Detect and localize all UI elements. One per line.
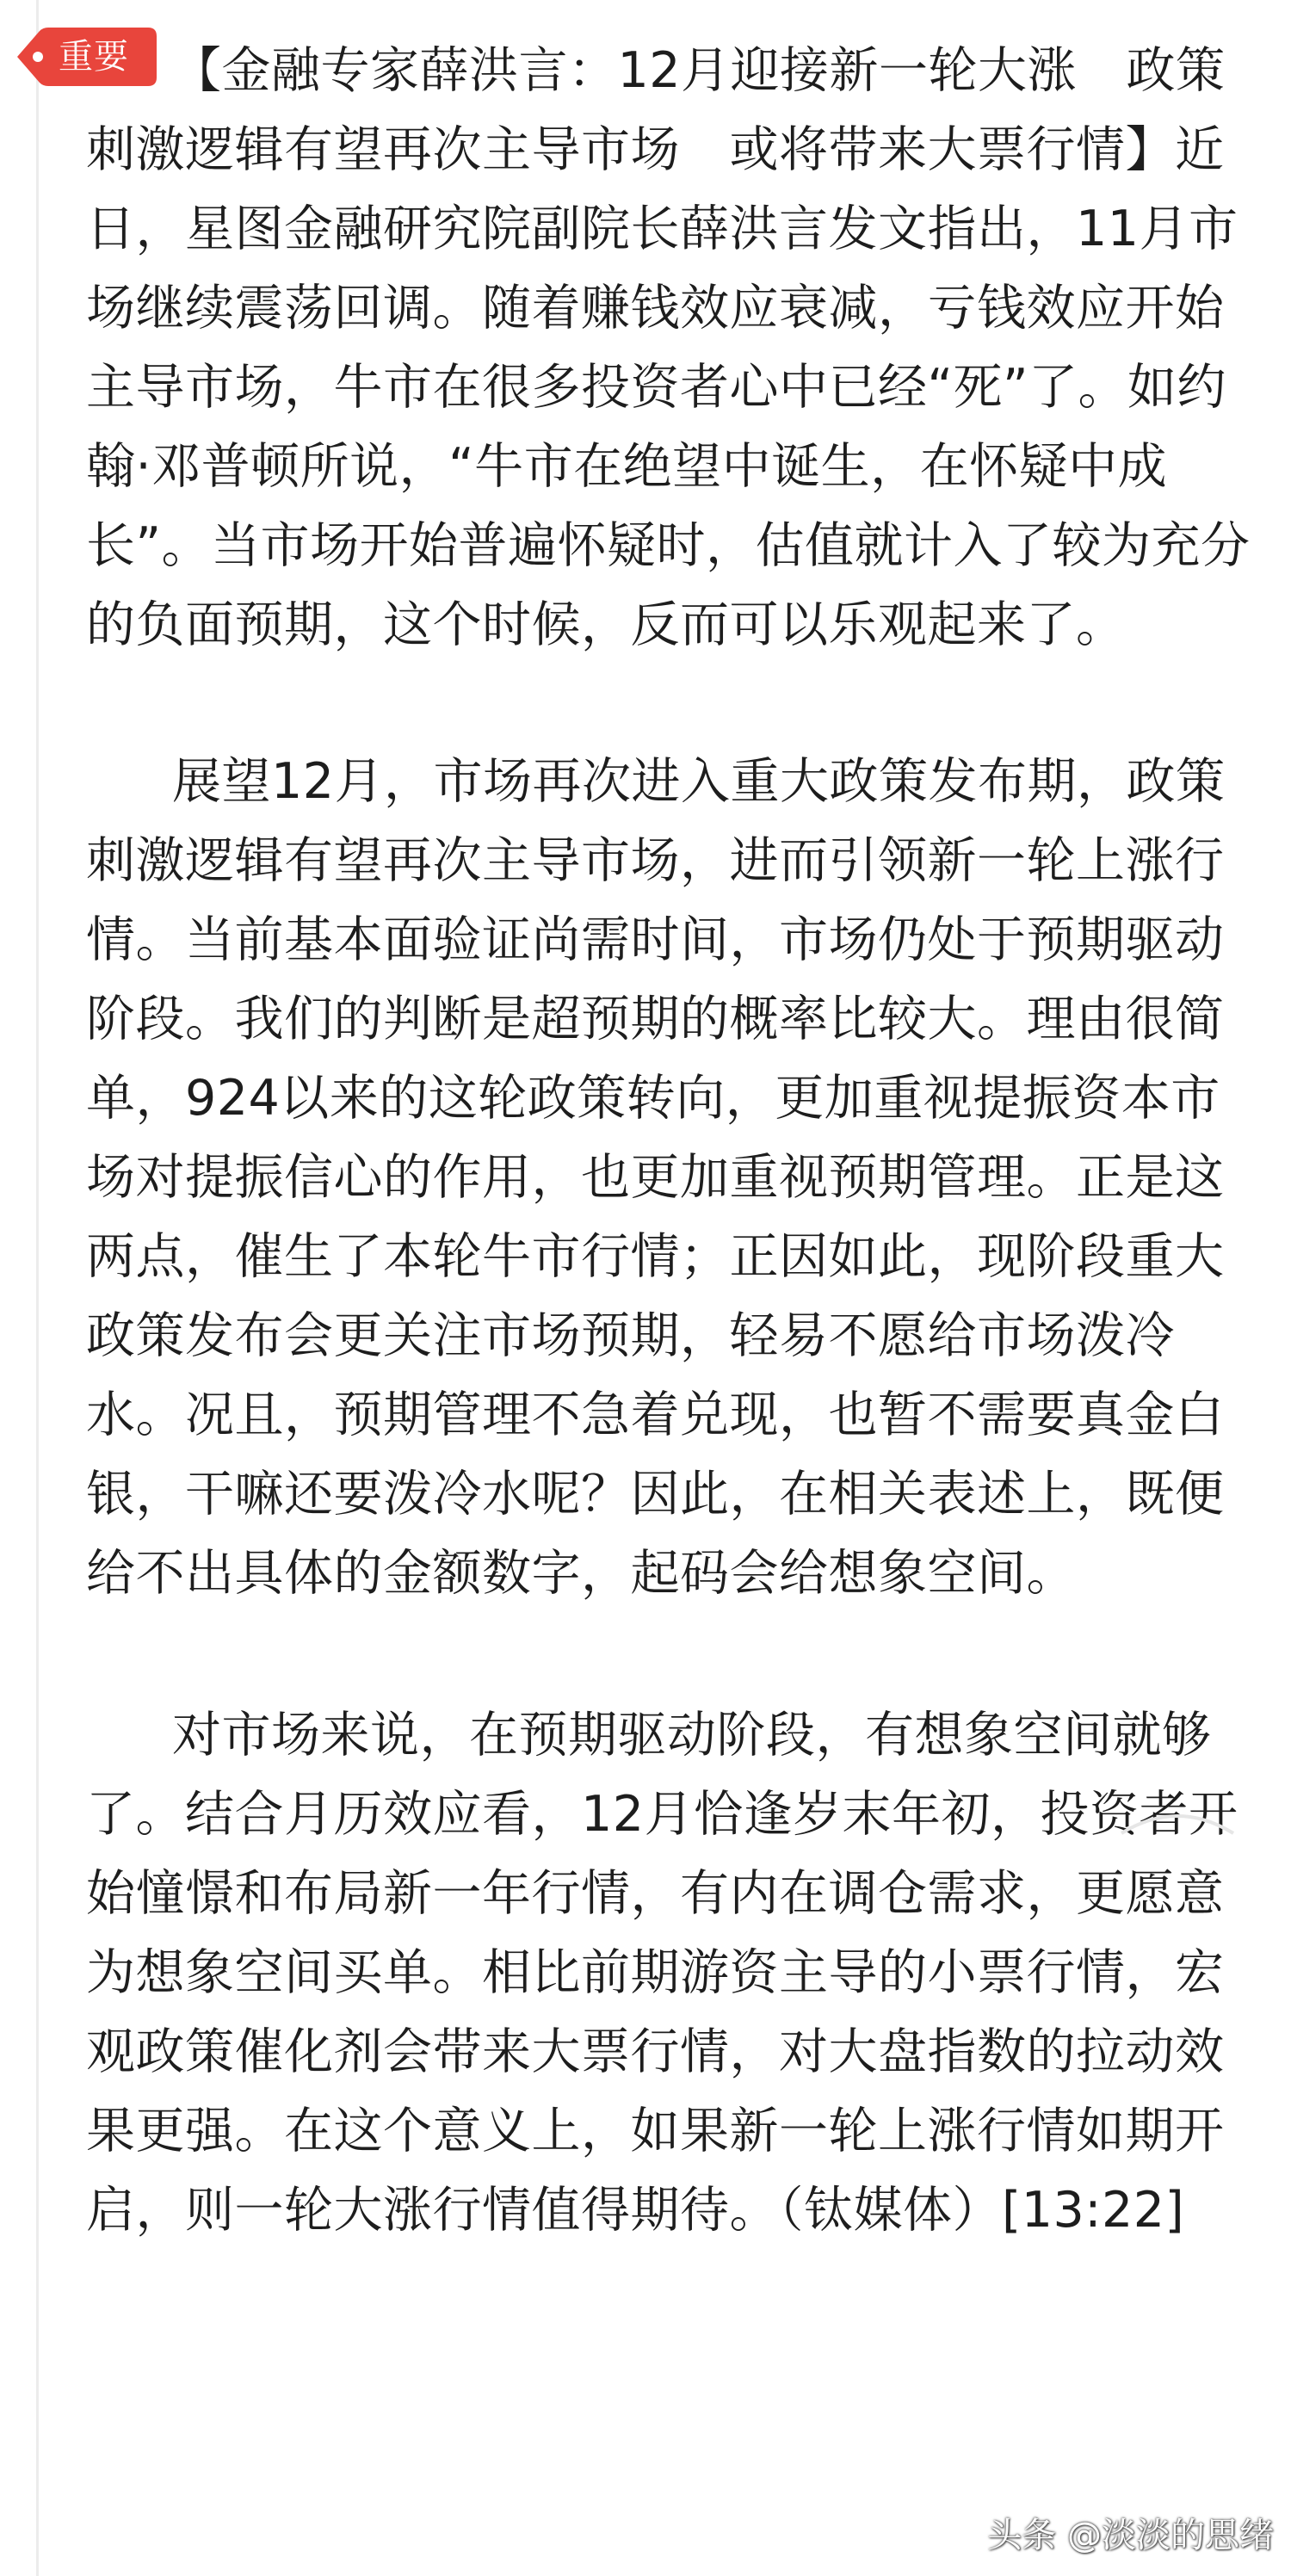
watermark: 头条 @淡淡的思绪	[987, 2516, 1274, 2555]
paragraph-3: 对市场来说，在预期驱动阶段，有想象空间就够了。结合月历效应看，12月恰逢岁末年初，投资者开始憧憬和布局新一年行情，有内在调仓需求，更愿意为想象空间买单。相比前期游资主导的小票行情，宏观政策催化剂会带来大票行情，对大盘指数的拉动效果更强。在这个意义上，如果新一轮上涨行情如期开启，则一轮大涨行情值得期待。（钛媒体）[13:22]	[86, 1707, 1238, 2239]
paragraph-1: 【金融专家薛洪言：12月迎接新一轮大涨 政策刺激逻辑有望再次主导市场 或将带来大票行情】近日，星图金融研究院副院长薛洪言发文指出，11月市场继续震荡回调。随着赚钱效应衰减，亏钱效应开始主导市场，牛市在很多投资者心中已经“死”了。如约翰·邓普顿所说，“牛市在绝望中诞生，在怀疑中成长”。当市场开始普遍怀疑时，估值就计入了较为充分的负面预期，这个时候，反而可以乐观起来了。	[86, 42, 1251, 653]
left-divider	[36, 0, 39, 2576]
paragraph-2: 展望12月，市场再次进入重大政策发布期，政策刺激逻辑有望再次主导市场，进而引领新一轮上涨行情。当前基本面验证尚需时间，市场仍处于预期驱动阶段。我们的判断是超预期的概率比较大。理由很简单，924以来的这轮政策转向，更加重视提振资本市场对提振信心的作用，也更加重视预期管理。正是这两点，催生了本轮牛市行情；正因如此，现阶段重大政策发布会更关注市场预期，轻易不愿给市场泼冷水。况且，预期管理不急着兑现，也暂不需要真金白银，干嘛还要泼冷水呢？因此，在相关表述上，既便给不出具体的金额数字，起码会给想象空间。	[86, 753, 1226, 1602]
article-body	[86, 31, 1257, 2250]
scroll-arc-icon	[1117, 1803, 1238, 1841]
tag-label: 重要	[59, 37, 129, 77]
